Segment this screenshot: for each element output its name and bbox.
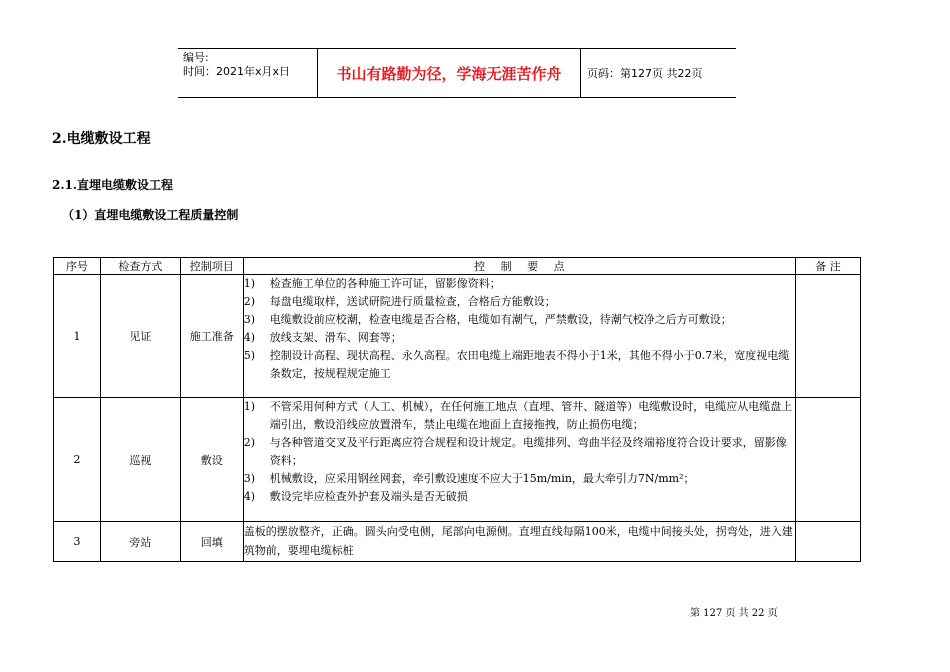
header-motto: 书山有路勤为径，学海无涯苦作舟 xyxy=(318,49,581,97)
table-header-row xyxy=(54,258,861,275)
table-row xyxy=(54,275,861,398)
point-item: 5) 控制设计高程、现状高程、永久高程。农田电缆上端距地表不得小于1米，其他不得小于0.7米，宽度视电缆条数定，按规程规定施工 xyxy=(243,349,790,380)
header-meta xyxy=(178,49,318,97)
row-method: 见证 xyxy=(100,275,180,398)
row-remark xyxy=(796,398,861,522)
point-item: 3) 电缆敷设前应校潮，检查电缆是否合格，电缆如有潮气，严禁敷设，待潮气校净之后方可敷设； xyxy=(243,313,732,326)
table-row xyxy=(54,522,861,562)
row-item: 回填 xyxy=(180,522,243,562)
point-item: 3) 机械敷设，应采用钢丝网套，牵引敷设速度不应大于15m/min，最大牵引力7N/mm²； xyxy=(243,472,695,485)
row-method: 旁站 xyxy=(100,522,180,562)
quality-control-table xyxy=(53,257,861,562)
point-item: 2) 与各种管道交叉及平行距离应符合规程和设计规定。电缆排列、弯曲半径及终端裕度符合设计要求，留影像资料； xyxy=(243,436,787,467)
col-header-no: 序号 xyxy=(54,258,101,275)
section-title: 2.电缆敷设工程 xyxy=(52,131,151,147)
row-item: 敷设 xyxy=(180,398,243,522)
row-remark xyxy=(796,522,861,562)
row-no: 1 xyxy=(54,275,101,398)
point-item: 2) 每盘电缆取样，送试研院进行质量检查，合格后方能敷设； xyxy=(243,295,556,308)
col-header-remark: 备 注 xyxy=(796,258,861,275)
subsection-title: 2.1.直埋电缆敷设工程 xyxy=(52,178,174,192)
row-points xyxy=(243,398,795,522)
col-header-method: 检查方式 xyxy=(100,258,180,275)
point-item: 4) 放线支架、滑车、网套等； xyxy=(243,331,402,344)
col-header-points: 控 制 要 点 xyxy=(243,258,795,275)
row-method: 巡视 xyxy=(100,398,180,522)
row-points xyxy=(243,275,795,398)
row-no: 2 xyxy=(54,398,101,522)
point-item: 1) 不管采用何种方式（人工、机械），在任何施工地点（直埋、管井、隧道等）电缆敷设时，电缆应从电缆盘上端引出，敷设沿线应放置滑车，禁止电缆在地面上直接拖拽，防止损伤电缆； xyxy=(243,400,793,431)
page-header xyxy=(178,48,736,98)
serial-label: 编号: xyxy=(183,51,209,64)
row-remark xyxy=(796,275,861,398)
point-item: 1) 检查施工单位的各种施工许可证，留影像资料； xyxy=(243,277,501,290)
page-footer: 第 127 页 共 22 页 xyxy=(690,608,778,619)
table-row xyxy=(54,398,861,522)
row-no: 3 xyxy=(54,522,101,562)
row-text: 盖板的摆放整齐，正确。圆头向受电侧，尾部向电源侧。直埋直线每隔100米，电缆中间接头处，拐弯处，进入建筑物前，要埋电缆标桩 xyxy=(243,525,793,557)
time-label: 时间：2021年x月x日 xyxy=(183,65,291,78)
point-item: 4) 敷设完毕应检查外护套及端头是否无破损 xyxy=(243,490,468,503)
sub-subsection-title: （1）直埋电缆敷设工程质量控制 xyxy=(62,208,239,222)
header-page-code: 页码：第127页 共22页 xyxy=(587,67,703,80)
col-header-item: 控制项目 xyxy=(180,258,243,275)
row-item: 施工准备 xyxy=(180,275,243,398)
row-points xyxy=(243,522,795,562)
